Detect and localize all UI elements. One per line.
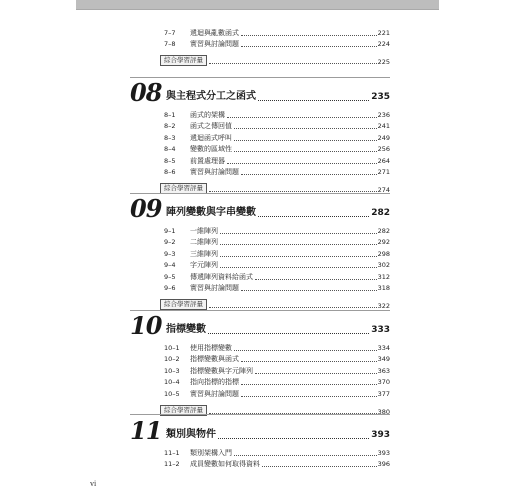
entry-title: 函式之傳回值	[190, 122, 232, 130]
section-divider	[130, 414, 390, 415]
chapter-number: 11	[130, 416, 162, 445]
entry-title: 一維陣列	[190, 226, 218, 235]
dot-leader	[241, 46, 377, 47]
entry-number: 10–2	[164, 355, 180, 363]
section-divider	[130, 77, 390, 78]
dot-leader	[234, 350, 377, 351]
dot-leader	[241, 174, 377, 175]
dot-leader	[234, 151, 377, 152]
entry-page: 302	[377, 261, 390, 269]
entry-page: 264	[377, 156, 390, 165]
entry-page: 380	[377, 407, 390, 416]
toc-entry[interactable]	[164, 446, 390, 458]
dot-leader	[234, 128, 377, 129]
chapter-heading[interactable]	[130, 194, 390, 223]
chapter-number: 10	[130, 311, 162, 340]
entry-number: 9–6	[164, 284, 176, 292]
entry-number: 10–1	[164, 343, 180, 352]
entry-page: 221	[377, 28, 390, 37]
entry-title: 成員變數如何取得資料	[190, 460, 260, 468]
entry-page: 225	[377, 58, 390, 66]
toc-entry[interactable]	[164, 364, 390, 376]
page-header-bar	[76, 0, 439, 10]
toc-entry[interactable]	[164, 236, 390, 248]
dot-leader	[227, 163, 377, 164]
chapter-09	[130, 194, 390, 310]
entry-page: 292	[377, 238, 390, 246]
entry-number: 10–5	[164, 389, 180, 398]
entry-number: 10–3	[164, 366, 180, 375]
review-badge: 綜合學習評量	[160, 299, 207, 310]
entry-title: 函式的架構	[190, 110, 225, 119]
dot-leader	[258, 100, 369, 101]
entry-page: 274	[377, 186, 390, 194]
chapter-heading[interactable]	[130, 311, 390, 340]
toc-entry[interactable]	[164, 38, 390, 50]
dot-leader	[218, 438, 369, 439]
dot-leader	[208, 333, 369, 334]
entry-number: 9–4	[164, 261, 176, 269]
toc-entry[interactable]	[164, 376, 390, 388]
dot-leader	[234, 140, 377, 141]
toc-entry[interactable]	[164, 108, 390, 120]
entry-page: 396	[377, 460, 390, 468]
chapter-page: 393	[371, 430, 390, 440]
chapter-page: 282	[371, 208, 390, 218]
dot-leader	[255, 279, 377, 280]
entry-page: 271	[377, 168, 390, 176]
entry-title: 二維陣列	[190, 238, 218, 246]
entry-title: 字元陣列	[190, 261, 218, 269]
entry-title: 指標變數與函式	[190, 355, 239, 363]
dot-leader	[241, 35, 377, 36]
dot-leader	[227, 117, 377, 118]
entry-number: 9–2	[164, 238, 176, 246]
chapter-heading[interactable]	[130, 78, 390, 107]
review-entry[interactable]	[160, 180, 390, 194]
entry-number: 8–2	[164, 122, 176, 130]
chapter-10	[130, 311, 390, 416]
chapter-11	[130, 416, 390, 469]
dot-leader	[241, 361, 377, 362]
entry-number: 11–2	[164, 460, 180, 468]
chapter-title: 陣列變數與字串變數	[166, 207, 256, 218]
dot-leader	[220, 233, 377, 234]
dot-leader	[255, 373, 377, 374]
entry-title: 遞迴函式呼叫	[190, 133, 232, 142]
dot-leader	[209, 191, 377, 192]
review-entry[interactable]	[160, 52, 390, 66]
dot-leader	[220, 256, 377, 257]
entry-page: 282	[377, 226, 390, 235]
dot-leader	[241, 384, 377, 385]
dot-leader	[220, 267, 377, 268]
chapter-heading[interactable]	[130, 416, 390, 445]
entry-page: 256	[377, 145, 390, 153]
toc-entry[interactable]	[164, 282, 390, 294]
toc-entry[interactable]	[164, 353, 390, 365]
entry-number: 8–1	[164, 110, 176, 119]
entry-title: 指標變數與字元陣列	[190, 366, 253, 375]
entry-number: 8–6	[164, 168, 176, 176]
entry-number: 11–1	[164, 448, 180, 457]
review-badge: 綜合學習評量	[160, 405, 207, 416]
page-number: vi	[90, 479, 97, 488]
entry-number: 10–4	[164, 378, 180, 386]
entry-page: 370	[377, 378, 390, 386]
dot-leader	[234, 455, 377, 456]
entry-page: 322	[377, 302, 390, 310]
dot-leader	[241, 290, 377, 291]
chapter-title: 與主程式分工之函式	[166, 91, 256, 102]
toc-entry[interactable]	[164, 26, 390, 38]
entry-number: 7–8	[164, 40, 176, 48]
entry-number: 8–3	[164, 133, 176, 142]
entry-title: 遞迴與亂數函式	[190, 28, 239, 37]
chapter-title: 指標變數	[166, 324, 206, 335]
toc-entry[interactable]	[164, 131, 390, 143]
entry-title: 實習與討論問題	[190, 40, 239, 48]
entry-page: 334	[377, 343, 390, 352]
dot-leader	[258, 216, 369, 217]
chapter-number: 08	[130, 78, 162, 107]
entry-page: 236	[377, 110, 390, 119]
entry-number: 9–3	[164, 249, 176, 258]
dot-leader	[209, 307, 377, 308]
toc-entry[interactable]	[164, 387, 390, 399]
toc-entry[interactable]	[164, 224, 390, 236]
entry-number: 8–4	[164, 145, 176, 153]
toc-entry[interactable]	[164, 154, 390, 166]
entry-page: 249	[377, 133, 390, 142]
entry-title: 指向指標的指標	[190, 378, 239, 386]
entry-title: 三維陣列	[190, 249, 218, 258]
toc-entry[interactable]	[164, 166, 390, 178]
chapter-title: 類別與物件	[166, 429, 216, 440]
toc-entry[interactable]	[164, 120, 390, 132]
entry-page: 393	[377, 448, 390, 457]
entry-title: 傳遞陣列資料給函式	[190, 272, 253, 281]
entry-title: 使用指標變數	[190, 343, 232, 352]
entry-number: 8–5	[164, 156, 176, 165]
entry-title: 實習與討論問題	[190, 389, 239, 398]
review-badge: 綜合學習評量	[160, 183, 207, 194]
dot-leader	[209, 63, 377, 64]
toc-entry[interactable]	[164, 143, 390, 155]
entry-page: 241	[377, 122, 390, 130]
chapter-page: 333	[371, 325, 390, 335]
chapter-7-tail	[130, 26, 390, 66]
entry-page: 318	[377, 284, 390, 292]
entry-title: 實習與討論問題	[190, 284, 239, 292]
toc-entry[interactable]	[164, 259, 390, 271]
entry-title: 變數的區域性	[190, 145, 232, 153]
chapter-page: 235	[371, 92, 390, 102]
review-entry[interactable]	[160, 296, 390, 310]
toc-entry[interactable]	[164, 458, 390, 470]
dot-leader	[220, 244, 377, 245]
review-badge: 綜合學習評量	[160, 55, 207, 66]
section-divider	[130, 193, 390, 194]
entry-title: 實習與討論問題	[190, 168, 239, 176]
entry-title: 類別架構入門	[190, 448, 232, 457]
toc-entry[interactable]	[164, 247, 390, 259]
entry-number: 7–7	[164, 28, 176, 37]
toc-entry[interactable]	[164, 341, 390, 353]
dot-leader	[262, 466, 377, 467]
entry-page: 349	[377, 355, 390, 363]
chapter-number: 09	[130, 194, 162, 223]
toc-entry[interactable]	[164, 270, 390, 282]
chapter-08	[130, 78, 390, 194]
entry-page: 312	[377, 272, 390, 281]
entry-title: 前置處理器	[190, 156, 225, 165]
section-divider	[130, 310, 390, 311]
entry-number: 9–1	[164, 226, 176, 235]
entry-page: 377	[377, 389, 390, 398]
entry-page: 298	[377, 249, 390, 258]
entry-page: 224	[377, 40, 390, 48]
dot-leader	[241, 396, 377, 397]
entry-page: 363	[377, 366, 390, 375]
entry-number: 9–5	[164, 272, 176, 281]
